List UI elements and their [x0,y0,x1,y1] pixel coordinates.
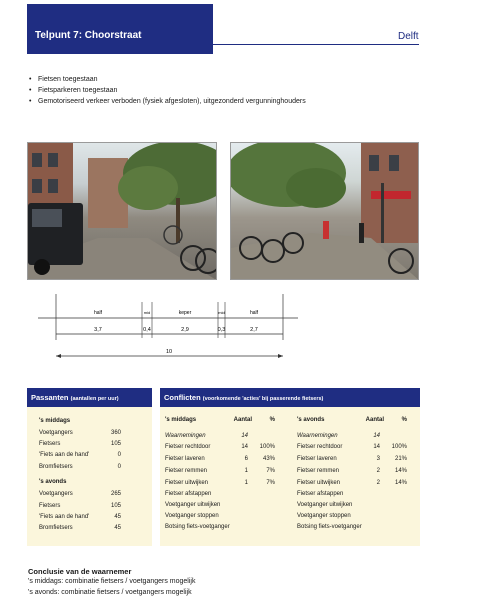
row-label: Voetgangers [39,491,73,497]
row-value: 0 [117,464,121,470]
row-aantal: 1 [244,468,248,474]
row-label: Fietsers [39,503,61,509]
section-label: 's avonds [39,479,67,485]
street-profile [38,292,298,362]
row-label: 'Fiets aan de hand' [39,514,90,520]
conflicten-title: Conflicten [164,393,201,402]
row-pct: 7% [266,480,275,486]
row-label: Botsing fiets-voetganger [165,524,230,530]
street-photo-2 [230,142,419,280]
col-header-aantal: Aantal [365,417,384,423]
row-aantal: 6 [244,456,248,462]
list-item: • Fietsparkeren toegestaan [28,85,306,96]
passanten-header [27,388,152,407]
row-label: Voetganger stoppen [297,513,351,519]
segment-width: 0,3 [217,327,226,333]
col-header-pct: % [269,417,275,423]
row-aantal: 3 [376,456,380,462]
segment-width: 0,4 [143,327,151,333]
segment-label: half [93,310,103,316]
passanten-title: Passanten [31,393,69,402]
conclusion-line: 's middags: combinatie fietsers / voetgangers mogelijk [28,578,196,585]
section-label: 's avonds [297,417,325,423]
row-pct: 7% [266,468,275,474]
row-value: 45 [114,514,121,520]
row-value: 0 [117,452,121,458]
row-label: Fietser afstappen [165,491,212,497]
row-label: Bromfietsers [39,464,73,470]
row-aantal: 1 [244,480,248,486]
conflicten-header [160,388,420,407]
segment-label: half [249,310,259,316]
total-width: 10 [165,349,173,355]
row-label: Fietser remmen [297,468,340,474]
row-pct: 100% [259,444,275,450]
row-value: 265 [110,491,121,497]
row-label: Fietser uitwijken [165,480,209,486]
city-label: Delft [398,31,419,42]
list-item: • Fietsen toegestaan [28,74,306,85]
row-pct: 14% [394,480,407,486]
row-value: 105 [110,441,121,447]
segment-label: mid [143,310,151,315]
passanten-subtitle: (aantallen per uur) [70,396,119,402]
street-photo-1 [27,142,217,280]
row-label: Fietser uitwijken [297,480,341,486]
row-aantal: 2 [376,480,380,486]
row-label: Botsing fiets-voetganger [297,524,362,530]
section-label: 's middags [39,418,71,424]
segment-label: mid [218,310,225,315]
title-bar [27,4,213,54]
segment-width: 2,7 [250,327,258,333]
segment-width: 2,9 [181,327,189,333]
row-pct: 14% [394,468,407,474]
row-aantal: 2 [376,468,380,474]
row-label: Voetganger uitwijken [297,502,353,508]
conflicten-subtitle: (voorkomende 'acties' bij passerende fietsers) [202,396,324,402]
row-label: Voetganger stoppen [165,513,219,519]
row-label: Voetgangers [39,430,73,436]
row-pct: 100% [391,444,407,450]
row-label: Fietser laveren [165,456,205,462]
row-value: 105 [110,503,121,509]
row-label: Waarnemingen [165,433,206,439]
conclusion-line: 's avonds: combinatie fietsers / voetgangers mogelijk [28,589,192,596]
row-value: 14 [373,433,380,439]
row-pct: 21% [394,456,407,462]
list-item: • Gemotoriseerd verkeer verboden (fysiek afgesloten), uitgezonderd vergunninghouders [28,96,306,107]
row-label: Fietser rechtdoor [165,444,211,450]
row-label: Fietser remmen [165,468,208,474]
segment-label: keper [178,310,192,316]
row-label: Fietser laveren [297,456,337,462]
col-header-pct: % [401,417,407,423]
section-label: 's middags [165,417,197,423]
row-label: Bromfietsers [39,525,73,531]
col-header-aantal: Aantal [233,417,252,423]
conflicten-body [160,407,420,546]
row-label: Waarnemingen [297,433,338,439]
conclusion-title: Conclusie van de waarnemer [28,567,132,576]
row-label: 'Fiets aan de hand' [39,452,90,458]
passanten-body [27,407,152,546]
row-label: Voetganger uitwijken [165,502,221,508]
row-label: Fietser rechtdoor [297,444,343,450]
row-label: Fietser afstappen [297,491,344,497]
segment-width: 3,7 [94,327,102,333]
row-aantal: 14 [373,444,380,450]
rules-list [28,74,306,107]
header-rule [27,44,419,45]
row-value: 14 [241,433,248,439]
row-label: Fietsers [39,441,61,447]
row-value: 45 [114,525,121,531]
row-value: 360 [110,430,121,436]
row-pct: 43% [262,456,275,462]
page-title: Telpunt 7: Choorstraat [35,30,142,41]
row-aantal: 14 [241,444,248,450]
